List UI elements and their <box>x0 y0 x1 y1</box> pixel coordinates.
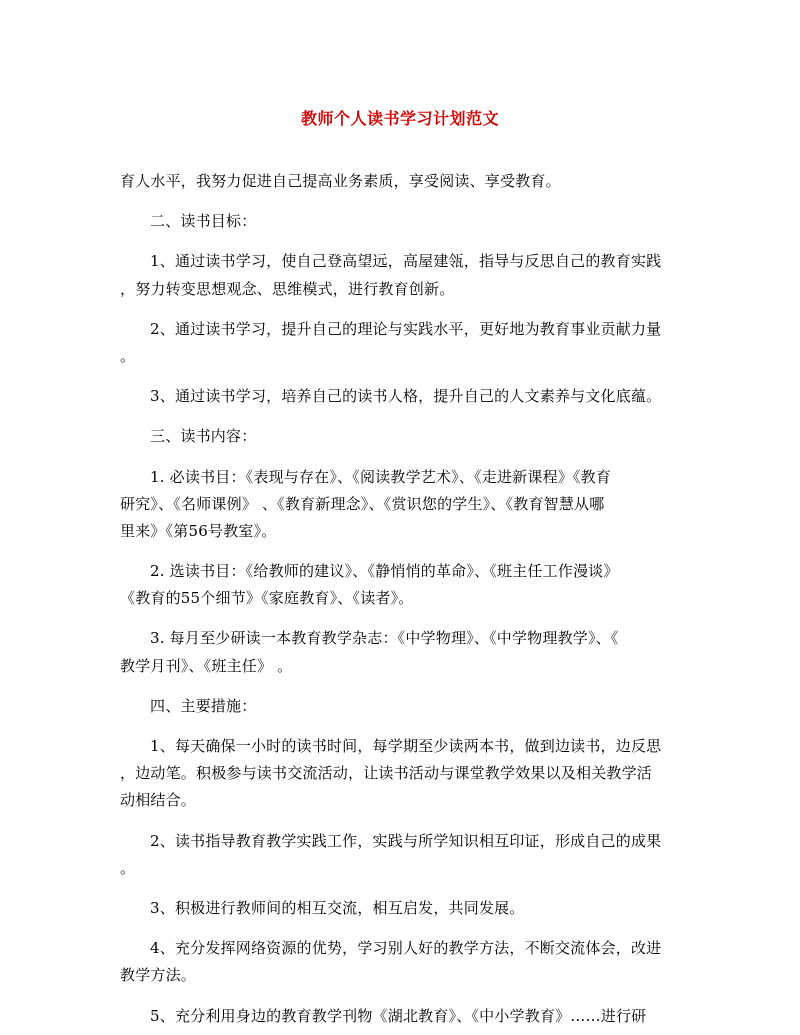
paragraph <box>120 733 680 815</box>
text-line: 教学月刊》、《班主任》 。 <box>120 656 293 675</box>
text-line: 2、读书指导教育教学实践工作，实践与所学知识相互印证，形成自己的成果 <box>150 831 662 850</box>
text-line: 3、积极进行教师间的相互交流，相互启发，共同发展。 <box>150 898 525 917</box>
section-heading <box>120 208 680 235</box>
paragraph <box>120 828 680 882</box>
text-line: 动相结合。 <box>120 791 197 810</box>
text-line: ，努力转变思想观念、思维模式，进行教育创新。 <box>120 279 455 298</box>
text-line: 二、读书目标： <box>150 212 257 231</box>
text-line: 。 <box>120 858 136 877</box>
paragraph <box>120 464 680 546</box>
paragraph <box>120 625 680 679</box>
section-heading <box>120 423 680 450</box>
text-line: 2、通过读书学习，提升自己的理论与实践水平，更好地为教育事业贡献力量 <box>150 319 662 338</box>
text-line: 研究》、《名师课例》 、《教育新理念》、《赏识您的学生》、《教育智慧从哪 <box>120 494 605 513</box>
text-line: 4、充分发挥网络资源的优势，学习别人好的教学方法，不断交流体会，改进 <box>150 939 662 958</box>
paragraph <box>120 1003 680 1030</box>
text-line: 《教育的55个细节》《家庭教育》、《读者》。 <box>120 589 414 608</box>
text-line: 。 <box>120 346 136 365</box>
text-line: 里来》《第56号教室》。 <box>120 521 277 540</box>
paragraph <box>120 935 680 989</box>
text-line: 2. 选读书目：《给教师的建议》、《静悄悄的革命》、《班主任工作漫谈》 <box>150 562 619 581</box>
document-body <box>120 168 680 1030</box>
text-line: 5、充分利用身边的教育教学刊物《湖北教育》、《中小学教育》……进行研 <box>150 1006 647 1025</box>
paragraph <box>120 558 680 612</box>
paragraph <box>120 316 680 370</box>
text-line: 四、主要措施： <box>150 696 257 715</box>
paragraph <box>120 383 680 410</box>
document-title: 教师个人读书学习计划范文 <box>300 109 499 128</box>
text-line: 教学方法。 <box>120 966 197 985</box>
paragraph <box>120 248 680 302</box>
text-line: 1. 必读书目：《表现与存在》、《阅读教学艺术》、《走进新课程》《教育 <box>150 467 612 486</box>
section-heading <box>120 693 680 720</box>
text-line: 1、通过读书学习，使自己登高望远，高屋建瓴，指导与反思自己的教育实践 <box>150 252 662 271</box>
text-line: 育人水平，我努力促进自己提高业务素质，享受阅读、享受教育。 <box>120 172 561 190</box>
text-line: 三、读书内容： <box>150 427 257 446</box>
paragraph <box>120 895 680 922</box>
text-line: 1、每天确保一小时的读书时间，每学期至少读两本书，做到边读书，边反思 <box>150 737 662 755</box>
paragraph <box>120 168 680 195</box>
text-line: ，边动笔。积极参与读书交流活动，让读书活动与课堂教学效果以及相关教学活 <box>120 764 653 783</box>
text-line: 3、通过读书学习，培养自己的读书人格，提升自己的人文素养与文化底蕴。 <box>150 387 662 406</box>
text-line: 3. 每月至少研读一本教育教学杂志：《中学物理》、《中学物理教学》、《 <box>150 629 619 648</box>
